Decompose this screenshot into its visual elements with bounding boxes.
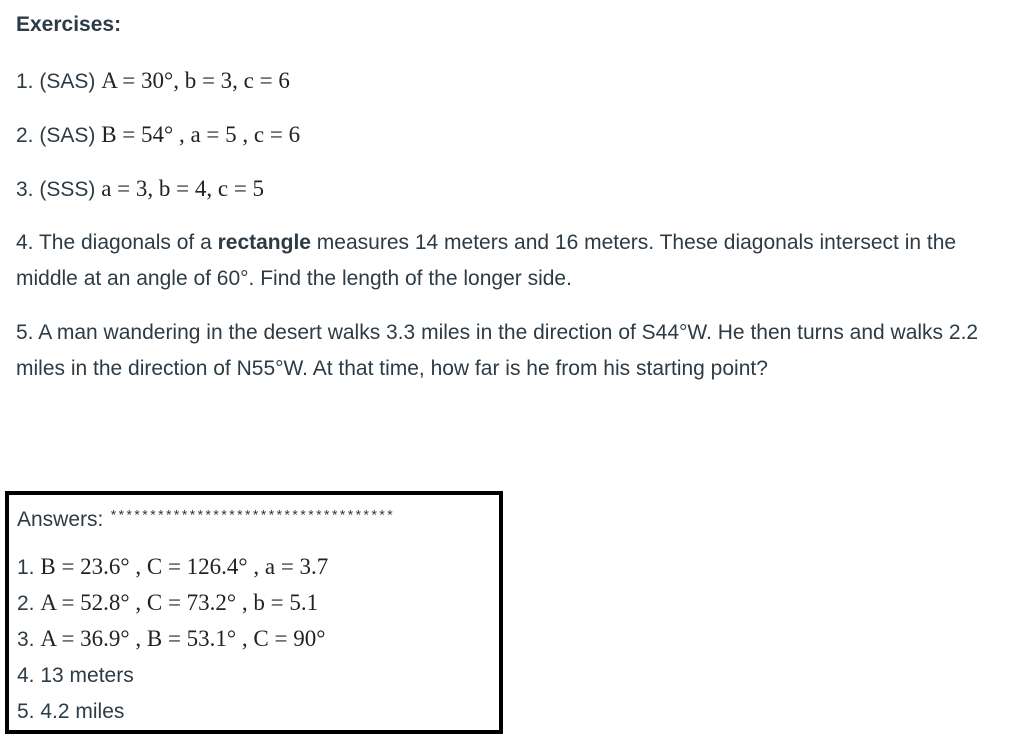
answer-2-math: A = 52.8° , C = 73.2° , b = 5.1 [40, 590, 319, 615]
answer-1-number: 1. [17, 556, 35, 579]
answers-label: Answers: [17, 508, 104, 531]
exercise-2-label: 2. (SAS) [16, 124, 96, 147]
exercise-2-math: B = 54° , a = 5 , c = 6 [101, 122, 301, 147]
exercise-5: 5. A man wandering in the desert walks 3.3 miles in the direction of S44°W. He then turns and walks 2.2 miles in the direction of N55°W. At that time, how far is he from his starting point? [16, 321, 979, 380]
answer-3-number: 3. [17, 628, 35, 651]
answer-2 [17, 586, 318, 621]
answer-4: 4. 13 meters [17, 664, 134, 687]
answers-box [5, 491, 503, 734]
exercise-1-label: 1. (SAS) [16, 70, 96, 93]
answers-header [17, 501, 394, 536]
exercise-1-math: A = 30°, b = 3, c = 6 [101, 68, 290, 93]
exercise-3-math: a = 3, b = 4, c = 5 [101, 176, 265, 201]
answer-2-number: 2. [17, 592, 35, 615]
exercises-heading: Exercises: [16, 13, 122, 36]
exercise-3 [16, 171, 264, 208]
exercise-4 [16, 225, 1006, 297]
exercise-4-text-start: 4. The diagonals of a [16, 231, 218, 254]
exercise-4-bold-word: rectangle [217, 231, 311, 254]
answer-5: 5. 4.2 miles [17, 700, 125, 723]
answer-3-math: A = 36.9° , B = 53.1° , C = 90° [40, 626, 326, 651]
exercise-2 [16, 117, 300, 154]
exercise-4-text-end: measures 14 meters and 16 meters. These diagonals intersect in the middle at an angle of 60°. Find the length of the longer side. [16, 231, 957, 290]
answers-stars: ************************************ [109, 509, 394, 525]
answer-1-math: B = 23.6° , C = 126.4° , a = 3.7 [40, 554, 329, 579]
answer-3 [17, 622, 325, 657]
answer-1 [17, 550, 328, 585]
exercise-1 [16, 63, 290, 100]
exercise-3-label: 3. (SSS) [16, 178, 96, 201]
